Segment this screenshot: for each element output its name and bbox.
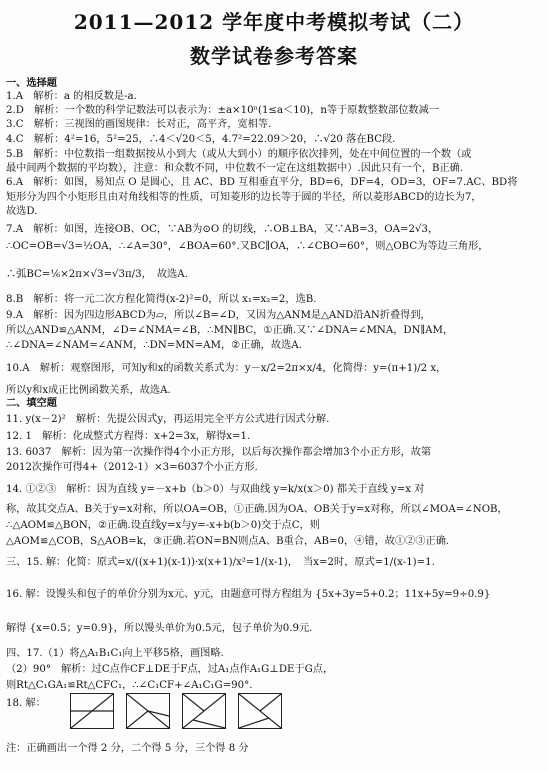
answer-line: 4.C 解析：4²=16，5²=25，∴4＜√20＜5，4.7²=22.09＞20，∴√20 落在BC段.: [6, 134, 396, 145]
answer-line: 四、17.（1）将△A₁B₁C₁向上平移5格，画图略.: [6, 648, 224, 659]
answer-line: ∴△AOM≌△BON，②正确.设直线y=x与y=-x+b(b＞0)交于点C，则: [6, 520, 320, 531]
page-title: 2011—2012 学年度中考模拟考试（二）: [73, 10, 475, 34]
answer-line: 13. 6037 解析：因为第一次操作得4个小正方形，以后每次操作都会增加3个小正方形，故第: [6, 447, 432, 458]
answer-line: 10.A 解析：观察图形，可知y和x的函数关系式为：y－x/2=2π×x/4，化简得：y=(π+1)/2 x，: [6, 363, 447, 374]
answer-line: 14. ①②③ 解析：因为直线 y=－x+b（b＞0）与双曲线 y=k/x(x＞0) 都关于直线 y=x 对: [6, 484, 425, 495]
answer-line: 2012次操作可得4+（2012-1）×3=6037个小正方形.: [6, 462, 258, 473]
answer-line: 8.B 解析：将一元二次方程化简得(x-2)²=0，所以 x₁=x₂=2，选B.: [6, 294, 317, 305]
answer-line: ∴∠DNA=∠NAM=∠ANM，∴DN=MN=AM，②正确，故选A.: [6, 340, 302, 351]
answer-line: 5.B 解析：中位数指一组数据按从小到大（或从大到小）的顺序依次排列，处在中间位置的一个数（或: [6, 149, 472, 160]
answer-line: （2）90° 解析：过C点作CF⊥DE于F点，过A₁点作A₁G⊥DE于G点，: [6, 664, 334, 675]
answer-line: 所以y和x成正比例函数关系，故选A.: [6, 385, 171, 396]
divided-rectangle-figure: [70, 693, 114, 729]
answer-line: 12. 1 解析：化成整式方程得：x+2=3x，解得x=1.: [6, 431, 251, 442]
divided-rectangle-figure: [182, 693, 226, 729]
section-heading-choice: 一、选择题: [6, 77, 57, 89]
answer-line: 所以△AND≌△ANM，∠D=∠NMA=∠B，∴MN∥BC，①正确.又∵∠DNA=∠MNA，DN∥AM，: [6, 325, 454, 336]
divided-rectangle-figure: [126, 693, 170, 729]
answer-line: 11. y(x－2)² 解析：先提公因式y，再运用完全平方公式进行因式分解.: [6, 414, 330, 425]
answer-line: 16. 解：设馒头和包子的单价分别为x元、y元，由题意可得方程组为 {5x+3y=5+0.2；11x+5y=9÷0.9}: [6, 589, 491, 600]
answer-line: 三、15. 解：化简：原式=x/((x+1)(x-1))·x(x+1)/x²=1/(x-1)， 当x=2时，原式=1/(x-1)=1.: [6, 557, 435, 568]
section-heading-fill: 二、填空题: [6, 397, 57, 409]
answer-line: 故选D.: [6, 206, 38, 217]
answer-line: ∴OC=OB=√3=½OA，∴∠A=30°，∠BOA=60°.又BC∥OA，∴∠CBO=60°，则△OBC为等边三角形，: [6, 241, 489, 252]
divided-rectangle-figure: [238, 693, 282, 729]
answer-line: 9.A 解析：因为四边形ABCD为▱，所以∠B=∠D，又因为△ANM是△AND沿AN折叠得到，: [6, 310, 431, 321]
answer-line: 最中间两个数据的平均数），注意：和众数不同，中位数不一定在这组数据中）.因此只有一个，B正确.: [6, 163, 464, 174]
answer-line: 则Rt△C₁GA₁≌Rt△CFC₁，∴∠C₁CF+∠A₁C₁G=90°.: [6, 680, 253, 691]
answer-line: 解得 {x=0.5；y=0.9}，所以馒头单价为0.5元，包子单价为0.9元.: [6, 623, 313, 634]
answer-line: 3.C 解析：三视图的画图规律：长对正，高平齐，宽相等.: [6, 119, 272, 130]
answer-line: ∴弧BC=⅙×2π×√3=√3π/3， 故选A.: [6, 269, 188, 280]
answer-line: 18. 解：: [6, 698, 46, 709]
answer-line: △AOM≌△COB，S△AOB=k，③正确.若ON=BN则点A、B重合，AB=0，④错，故①②③正确.: [6, 536, 450, 547]
page-subtitle: 数学试卷参考答案: [190, 44, 358, 68]
answer-line: 1.A 解析：a 的相反数是-a.: [6, 91, 137, 102]
answer-line: 2.D 解析：一个数的科学记数法可以表示为：±a×10ⁿ(1≤a＜10)，n等于原数整数部位数减一: [6, 105, 439, 116]
answer-line: 7.A 解析：如图，连接OB、OC，∵AB为⊙O 的切线，∴OB⊥BA，又∵AB=3，OA=2√3，: [6, 224, 439, 235]
answer-18-figures: [70, 693, 282, 729]
answer-line: 6.A 解析：如图，易知点 O 是圆心，且 AC、BD 互相垂直平分，BD=6，DF=4，OD=3，OF=7.AC、BD将: [6, 177, 518, 188]
answer-line: 称，故其交点A、B关于y=x对称，所以OA=OB，①正确.因为OA、OB关于y=x对称，所以∠MOA=∠NOB，: [6, 504, 508, 515]
scoring-note: 注：正确画出一个得 2 分，二个得 5 分，三个得 8 分: [6, 743, 249, 754]
answer-line: 矩形分为四个小矩形且由对角线相等的性质，可知菱形的边长等于圆的半径，所以菱形ABCD的边长为7，: [6, 192, 482, 203]
